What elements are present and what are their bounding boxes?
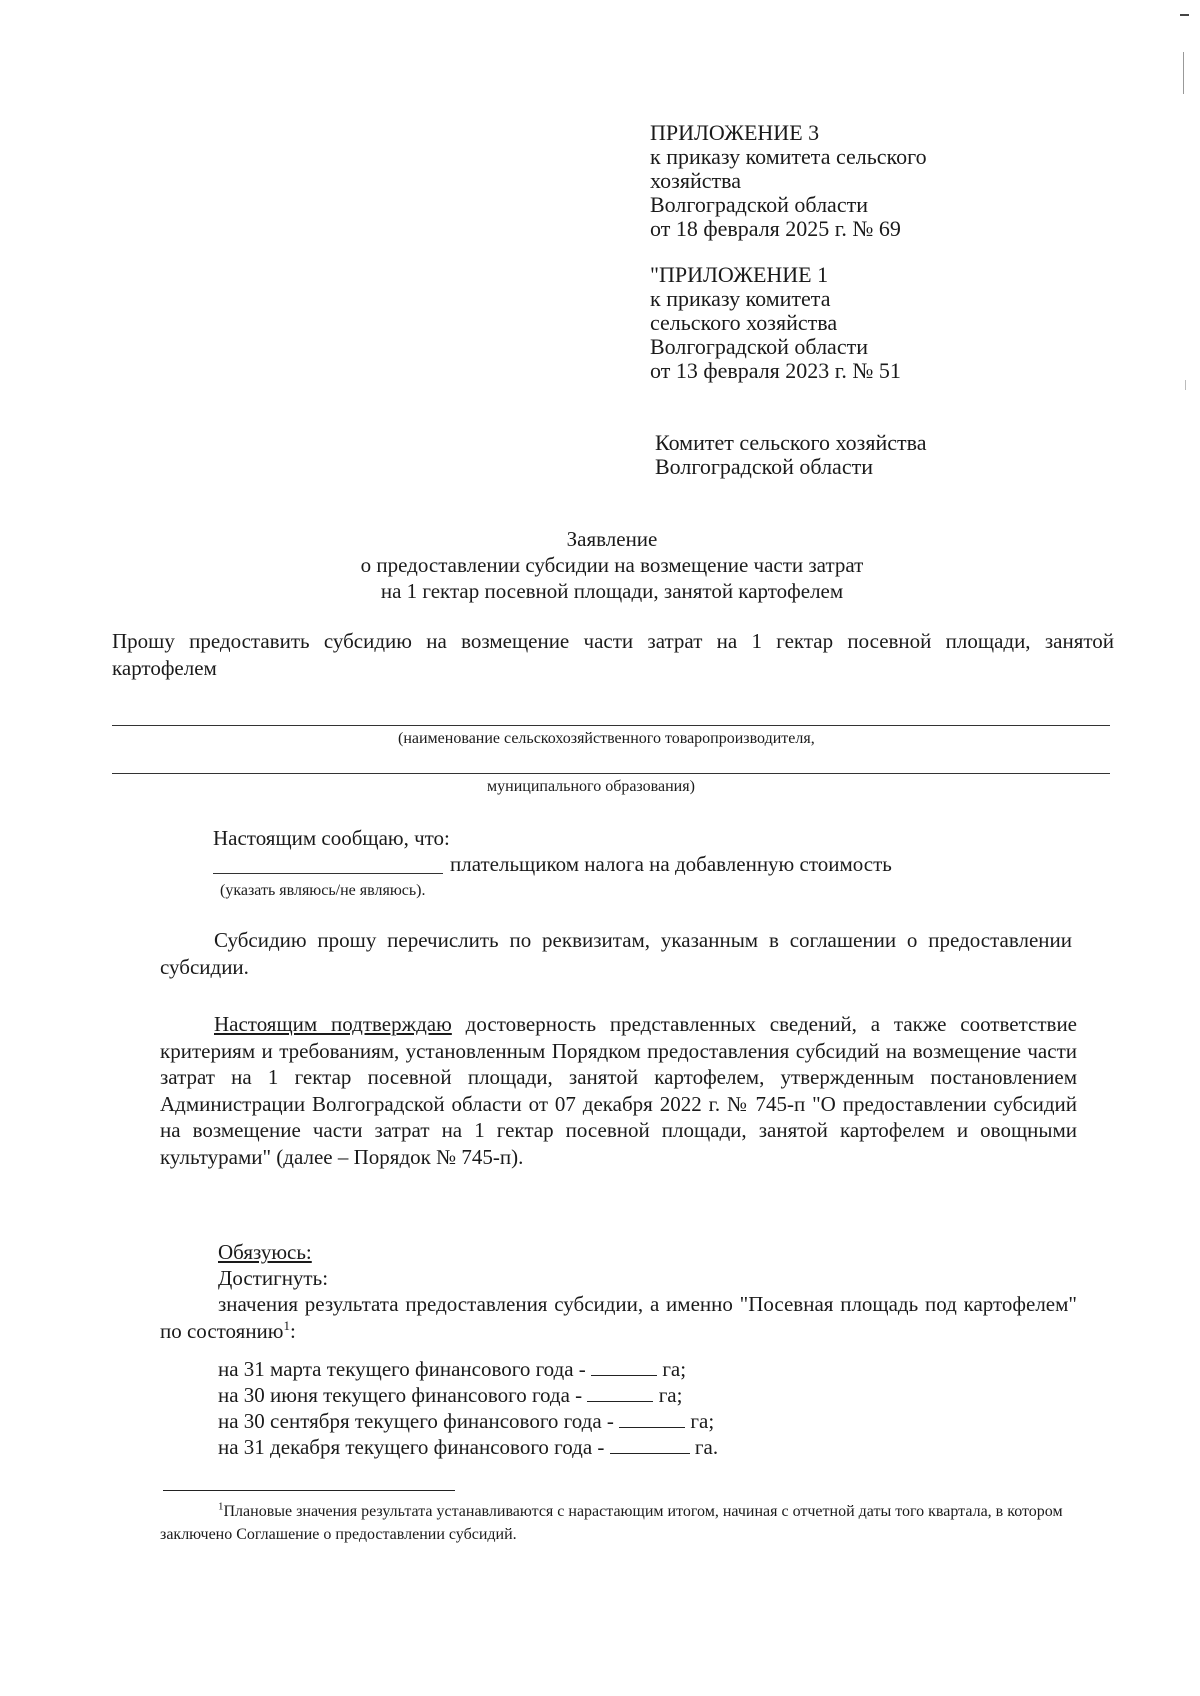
confirm-lead: Настоящим подтверждаю	[214, 1012, 452, 1036]
appendix-3-line: к приказу комитета сельского	[650, 144, 927, 169]
title-line: Заявление	[566, 527, 658, 551]
obligations-heading: Обязуюсь:	[218, 1240, 312, 1264]
date-row: на 30 сентября текущего финансового года - га;	[218, 1409, 715, 1433]
date-row: на 30 июня текущего финансового года - га;	[218, 1383, 683, 1407]
applicant-name-line[interactable]	[112, 725, 1110, 726]
vat-caption: (указать являюсь/не являюсь).	[220, 882, 426, 899]
reach-label: Достигнуть:	[218, 1266, 329, 1290]
transfer-paragraph: Субсидию прошу перечислить по реквизитам, указанным в соглашении о предоставлении субсидии.	[160, 928, 1072, 979]
result-value-paragraph: значения результата предоставления субсидии, а именно "Посевная площадь под картофелем" по состоянию$^1$:	[160, 1292, 1077, 1343]
scan-mark	[1180, 14, 1189, 16]
appendix-1-line: к приказу комитета	[650, 286, 831, 311]
vat-text: плательщиком налога на добавленную стоимость	[450, 852, 892, 876]
request-paragraph: Прошу предоставить субсидию на возмещение части затрат на 1 гектар посевной площади, занятой картофелем	[112, 629, 1114, 680]
title-line: на 1 гектар посевной площади, занятой картофелем	[380, 579, 844, 603]
appendix-1-line: сельского хозяйства	[650, 310, 838, 335]
appendix-1-date: от 13 февраля 2023 г. № 51	[650, 358, 901, 383]
municipality-caption: муниципального образования)	[487, 778, 695, 795]
appendix-1-line: Волгоградской области	[650, 334, 868, 359]
title-line: о предоставлении субсидии на возмещение части затрат	[360, 553, 864, 577]
date-row: на 31 марта текущего финансового года - га;	[218, 1357, 687, 1381]
recipient-line: Комитет сельского хозяйства	[655, 430, 927, 455]
appendix-3-line: хозяйства	[650, 168, 741, 193]
appendix-3-date: от 18 февраля 2025 г. № 69	[650, 216, 901, 241]
appendix-1-title: "ПРИЛОЖЕНИЕ 1	[650, 262, 829, 287]
confirm-paragraph	[160, 1011, 1077, 1170]
scan-mark	[1185, 380, 1186, 390]
date-row: на 31 декабря текущего финансового года - га.	[218, 1435, 719, 1459]
confirm-text: достоверность представленных сведений, а также соответствие критериям и требованиям, установленным Порядком предоставления субсидий на возмещение части затрат на 1 гектар посевной площади, занятой картофелем, утвержденным постановлением Администрации Волгоградской области от 07 декабря 2022 г. № 745-п "О предоставлении субсидий на возмещение части затрат на 1 гектар посевной площади, занятой картофелем и овощными культурами" (далее – Порядок № 745-п).	[160, 1012, 1078, 1169]
scan-mark	[1183, 52, 1184, 94]
footnote-text: $^1$Плановые значения результата устанавливаются с нарастающим итогом, начиная с отчетной даты того квартала, в котором заключено Соглашение о предоставлении субсидий.	[160, 1500, 1063, 1543]
vat-intro: Настоящим сообщаю, что:	[213, 826, 450, 850]
hectares-input-q3[interactable]	[619, 1409, 685, 1428]
footnote-separator	[163, 1490, 455, 1491]
municipality-line[interactable]	[112, 773, 1110, 774]
applicant-name-caption: (наименование сельскохозяйственного товаропроизводителя,	[398, 730, 815, 747]
hectares-input-q4[interactable]	[610, 1435, 690, 1454]
footnote-ref: 1	[283, 1317, 290, 1333]
appendix-3-line: Волгоградской области	[650, 192, 868, 217]
recipient-line: Волгоградской области	[655, 454, 873, 479]
appendix-3-title: ПРИЛОЖЕНИЕ 3	[650, 120, 820, 145]
hectares-input-q1[interactable]	[591, 1357, 657, 1376]
hectares-input-q2[interactable]	[587, 1383, 653, 1402]
vat-status-blank[interactable]	[213, 873, 443, 874]
